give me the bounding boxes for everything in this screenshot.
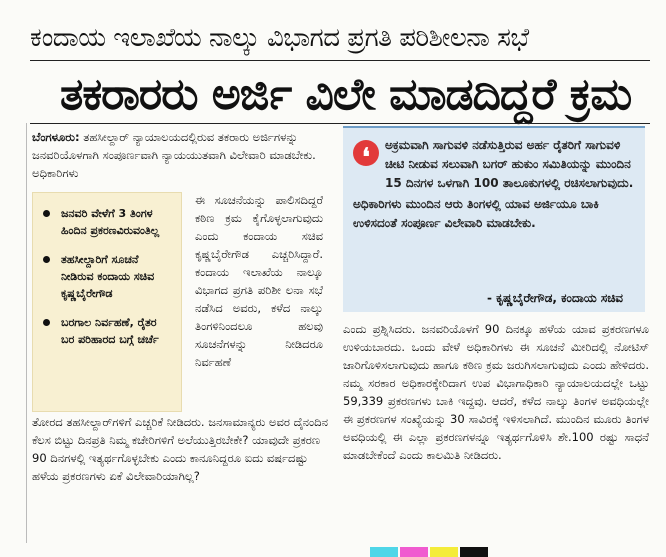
left-margin-rule	[26, 123, 27, 543]
pull-quote-text-1: ಅಕ್ರಮವಾಗಿ ಸಾಗುವಳಿ ನಡೆಸುತ್ತಿರುವ ಅರ್ಹ ರೈತರಿಗೆ ಸಾಗುವಳಿ ಚೀಟಿ ನೀಡುವ ಸಲುವಾಗಿ ಬಗರ್ ಹುಕುಂ ಸಮಿತಿಯನ್ನು ಮುಂದಿನ 15 ದಿನಗಳ ಒಳಗಾಗಿ 100 ತಾಲೂಕುಗಳಲ್ಲಿ ರಚಿಸಲಾಗುವುದು.	[385, 138, 634, 190]
kicker: ಕಂದಾಯ ಇಲಾಖೆಯ ನಾಲ್ಕು ವಿಭಾಗದ ಪ್ರಗತಿ ಪರಿಶೀಲನಾ ಸಭೆ	[30, 23, 529, 53]
registration-mark-magenta	[400, 547, 428, 557]
highlight-item: ಜನವರಿ ವೇಳೆಗೆ 3 ತಿಂಗಳ ಹಿಂದಿನ ಪ್ರಕರಣವಿರುವಂತಿಲ್ಲ	[39, 205, 173, 239]
article-lead-text: ತಹಸೀಲ್ದಾರ್ ನ್ಯಾಯಾಲಯದಲ್ಲಿರುವ ತಕರಾರು ಅರ್ಜಿಗಳನ್ನು ಜನವರಿಯೊಳಗಾಗಿ ಸಂಪೂರ್ಣವಾಗಿ ನ್ಯಾಯಯುತವಾಗಿ ವಿಲೇವಾರಿ ಮಾಡಬೇಕು. ಅಧಿಕಾರಿಗಳು	[32, 130, 316, 180]
highlight-item: ತಹಸೀಲ್ದಾರಿಗೆ ಸೂಚನೆ ನೀಡಿರುವ ಕಂದಾಯ ಸಚಿವ ಕೃಷ್ಣಬೈರೇಗೌಡ	[39, 251, 173, 302]
registration-mark-yellow	[430, 547, 458, 557]
dateline: ಬೆಂಗಳೂರು:	[32, 130, 80, 144]
article-column-3: ಎಂದು ಪ್ರಶ್ನಿಸಿದರು. ಜನವರಿಯೊಳಗೆ 90 ದಿನಕ್ಕೂ ಹಳೆಯ ಯಾವ ಪ್ರಕರಣಗಳೂ ಉಳಿಯಬಾರದು. ಒಂದು ವೇಳೆ ಅಧಿಕಾರಿಗಳು ಈ ಸೂಚನೆ ಮೀರಿದಲ್ಲಿ ನೋಟಿಸ್ ಜಾರಿಗೊಳಿಸಲಾಗುವುದು ಹಾಗೂ ಕಠಿಣ ಕ್ರಮ ಜರುಗಿಸಲಾಗುವುದು ಎಂದು ಹೇಳಿದರು. ನಮ್ಮ ಸರಕಾರ ಅಧಿಕಾರಕ್ಕೇರಿದಾಗ ಉಪ ವಿಭಾಗಾಧಿಕಾರಿ ನ್ಯಾಯಾಲಯದಲ್ಲೇ ಒಟ್ಟು 59,339 ಪ್ರಕರಣಗಳು ಬಾಕಿ ಇದ್ದವು. ಆದರೆ, ಕಳೆದ ನಾಲ್ಕು ತಿಂಗಳ ಅವಧಿಯಲ್ಲೇ ಈ ಪ್ರಕರಣಗಳ ಸಂಖ್ಯೆಯನ್ನು 30 ಸಾವಿರಕ್ಕೆ ಇಳಿಸಲಾಗಿದೆ. ಮುಂದಿನ ಮೂರು ತಿಂಗಳ ಅವಧಿಯಲ್ಲಿ ಈ ಎಲ್ಲಾ ಪ್ರಕರಣಗಳನ್ನೂ ಇತ್ಯರ್ಥಗೊಳಿಸಿ ಶೇ.100 ರಷ್ಟು ಸಾಧನೆ ಮಾಡಬೇಕೆಂದೆ ಎಂದು ಕಾಲಮಿತಿ ನೀಡಿದರು.	[343, 322, 649, 462]
article-column-2: ಈ ಸೂಚನೆಯನ್ನು ಪಾಲಿಸದಿದ್ದರೆ ಕಠಿಣ ಕ್ರಮ ಕೈಗೊಳ್ಳಲಾಗುವುದು ಎಂದು ಕಂದಾಯ ಸಚಿವ ಕೃಷ್ಣಬೈರೇಗೌಡ ಎಚ್ಚರಿಸಿದ್ದಾರೆ. ಕಂದಾಯ ಇಲಾಖೆಯ ನಾಲ್ಕೂ ವಿಭಾಗದ ಪ್ರಗತಿ ಪರಿಶೀ ಲನಾ ಸಭೆ ನಡೆಸಿದ ಅವರು, ಕಳೆದ ನಾಲ್ಕು ತಿಂಗಳಿನಿಂದಲೂ ಹಲವು ಸೂಚನೆಗಳನ್ನು ನೀಡಿದರೂ ನಿರ್ವಹಣೆ	[195, 193, 323, 369]
pull-quote-text-2: ಅಧಿಕಾರಿಗಳು ಮುಂದಿನ ಆರು ತಿಂಗಳಲ್ಲಿ ಯಾವ ಅರ್ಜಿಯೂ ಬಾಕಿ ಉಳಿಸದಂತೆ ಸಂಪೂರ್ಣ ವಿಲೇವಾರಿ ಮಾಡಬೇಕು.	[353, 197, 599, 230]
pull-quote-box	[343, 126, 645, 312]
quote-mark-icon: ❛	[353, 140, 379, 166]
headline: ತಕರಾರರು ಅರ್ಜಿ ವಿಲೇ ಮಾಡದಿದ್ದರೆ ಕ್ರಮ	[60, 69, 632, 120]
registration-mark-black	[460, 547, 488, 557]
pull-quote-attribution: - ಕೃಷ್ಣಬೈರೇಗೌಡ, ಕಂದಾಯ ಸಚಿವ	[486, 291, 623, 305]
highlight-item: ಬರಗಾಲ ನಿರ್ವಹಣೆ, ರೈತರ ಬರ ಪರಿಹಾರದ ಬಗ್ಗೆ ಚರ್ಚೆ	[39, 314, 173, 348]
article-lead	[32, 128, 332, 182]
registration-mark-cyan	[370, 547, 398, 557]
headline-rule	[30, 123, 650, 124]
article-paragraph-2: ತೋರದ ತಹಸೀಲ್ದಾರ್‌ಗಳಿಗೆ ಎಚ್ಚರಿಕೆ ನೀಡಿದರು. ಜನಸಾಮಾನ್ಯರು ಅವರ ದೈನಂದಿನ ಕೆಲಸ ಬಿಟ್ಟು ದಿನಪ್ರತಿ ನಿಮ್ಮ ಕಚೇರಿಗಳಿಗೆ ಅಲೆಯುತ್ತಿರಬೇಕೇ? ಯಾವುದೇ ಪ್ರಕರಣ 90 ದಿನಗಳಲ್ಲಿ ಇತ್ಯರ್ಥಗೊಳ್ಳಬೇಕು ಎಂದು ಕಾನೂನಿದ್ದರೂ ಐದು ವರ್ಷದಷ್ಟು ಹಳೆಯ ಪ್ರಕರಣಗಳು ಏಕೆ ವಿಲೇವಾರಿಯಾಗಿಲ್ಲ?	[32, 415, 328, 483]
top-rule	[30, 60, 650, 61]
highlights-box	[32, 192, 182, 412]
